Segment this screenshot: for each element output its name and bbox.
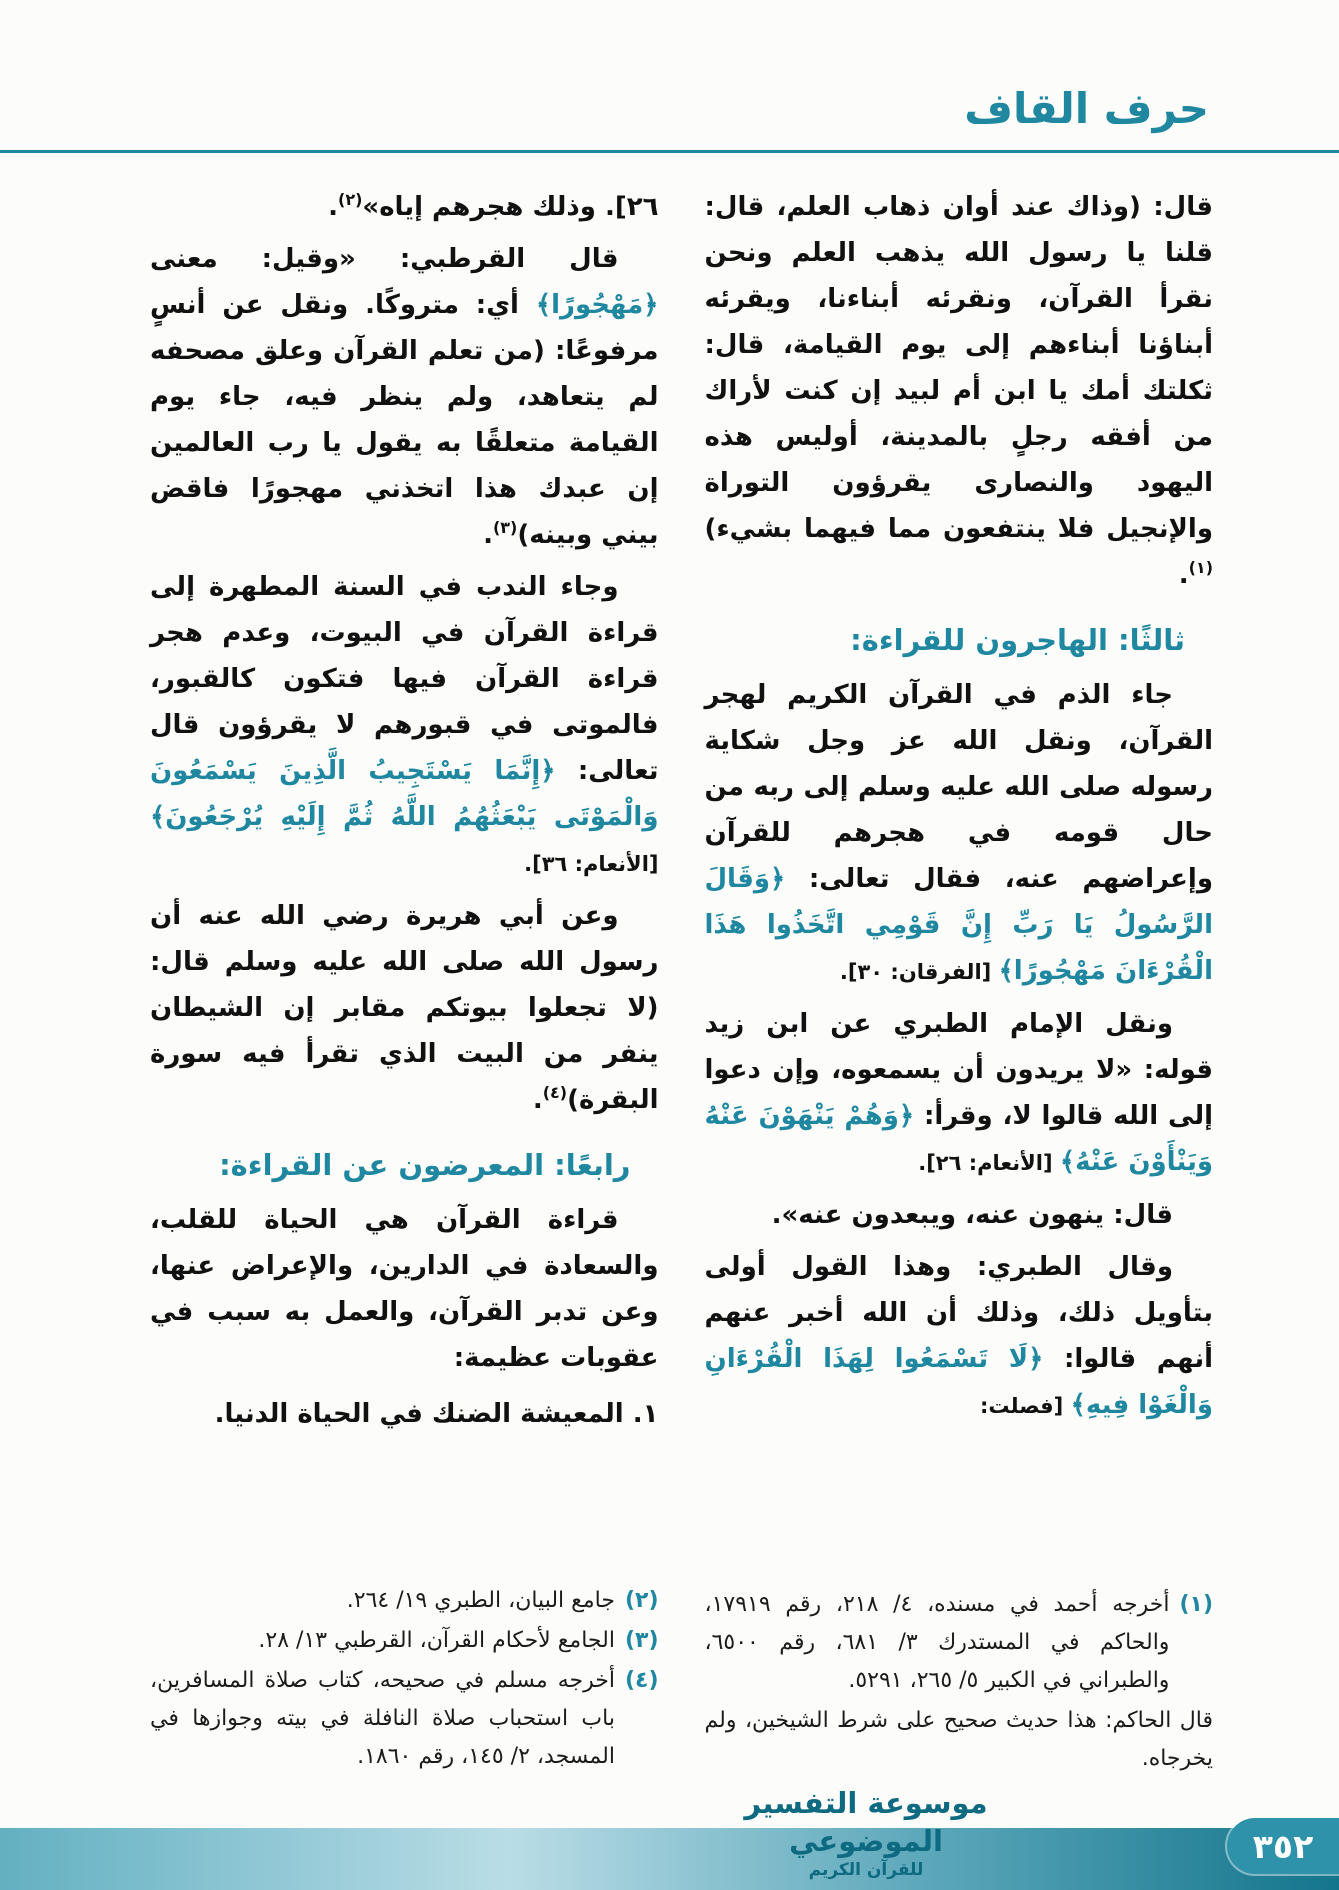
footnote-ref: (٤) [542, 1083, 568, 1102]
footer-band [0, 1828, 1339, 1890]
numbered-item: ١. المعيشة الضنك في الحياة الدنيا. [214, 1399, 659, 1429]
footnote-text: أخرجه أحمد في مسنده، ٤/ ٢١٨، رقم ١٧٩١٩، والحاكم في المستدرك ٣/ ٦٨١، رقم ٦٥٠٠، والطبراني في الكبير ٥/ ٢٦٥، ٥٢٩١. [704, 1592, 1170, 1693]
footnote-text: أخرجه مسلم في صحيحه، كتاب صلاة المسافرين، باب استحباب صلاة النافلة في بيته وجوازها في المسجد، ٢/ ١٤٥، رقم ١٨٦٠. [150, 1668, 615, 1769]
right-column [705, 184, 1214, 1778]
page-number-badge: ٣٥٢ [1227, 1818, 1339, 1874]
footnote [150, 1582, 659, 1620]
footnote-text: جامع البيان، الطبري ١٩/ ٢٦٤. [346, 1588, 615, 1613]
section-heading: ثالثًا: الهاجرون للقراءة: [850, 623, 1185, 657]
footnote-text: الجامع لأحكام القرآن، القرطبي ١٣/ ٢٨. [258, 1628, 615, 1653]
text-run: قال القرطبي: «وقيل: معنى [150, 244, 619, 274]
paragraph [705, 1244, 1214, 1429]
footnote [150, 1662, 659, 1776]
quran-verse: ﴿إِنَّمَا يَسْتَجِيبُ الَّذِينَ يَسْمَعُونَ وَالْمَوْتَى يَبْعَثُهُمُ اللَّهُ ثُمَّ إِلَيْهِ يُرْجَعُونَ﴾ [150, 756, 659, 832]
surah-reference: [فصلت: [980, 1394, 1071, 1418]
surah-reference: [الفرقان: ٣٠]. [839, 960, 999, 984]
text-run: وجاء الندب في السنة المطهرة إلى قراءة القرآن في البيوت، وعدم هجر قراءة القرآن فيها فتكون كالقبور، فالموتى في قبورهم لا يقرؤون قال تعالى: [150, 572, 659, 786]
footnote-marker: (٣) [624, 1628, 659, 1653]
paragraph [705, 672, 1214, 995]
footnote-marker: (٢) [624, 1588, 659, 1613]
left-column [150, 184, 659, 1778]
paragraph [150, 893, 659, 1123]
surah-reference: [الأنعام: ٣٦]. [524, 852, 659, 876]
quran-verse: ﴿مَهْجُورًا﴾ [535, 290, 659, 320]
surah-reference: [الأنعام: ٢٦]. [918, 1151, 1060, 1175]
footnote-ref: (٣) [492, 518, 518, 537]
header-rule [0, 150, 1339, 153]
quran-verse: ﴿لَا تَسْمَعُوا لِهَذَا الْقُرْءَانِ وَالْغَوْا فِيهِ﴾ [704, 1344, 1213, 1420]
publisher-logo-subtitle: للقرآن الكريم [808, 1860, 924, 1880]
paragraph [705, 1001, 1214, 1186]
paragraph [150, 184, 659, 230]
text-run: . [532, 1085, 543, 1115]
text-run: أي: متروكًا. ونقل عن أنسٍ مرفوعًا: (من تعلم القرآن وعلق مصحفه لم يتعاهد، ولم ينظر فيه، جاء يوم القيامة متعلقًا به يقول يا رب العالمين إن عبدك هذا اتخذني مهجورًا فاقض بيني وبينه) [150, 290, 659, 550]
footnotes-left [150, 1582, 659, 1778]
text-run: وقال الطبري: وهذا القول أولى بتأويل ذلك، وذلك أن الله أخبر عنهم أنهم قالوا: [704, 1252, 1213, 1374]
footnote-ref: (١) [1188, 558, 1213, 577]
footnote-continuation: قال الحاكم: هذا حديث صحيح على شرط الشيخين، ولم يخرجاه. [704, 1708, 1213, 1771]
quran-verse: ﴿وَقَالَ الرَّسُولُ يَا رَبِّ إِنَّ قَوْمِي اتَّخَذُوا هَذَا الْقُرْءَانَ مَهْجُورًا﴾ [704, 864, 1213, 986]
text-run: وعن أبي هريرة رضي الله عنه أن رسول الله صلى الله عليه وسلم قال: (لا تجعلوا بيوتكم مقابر إن الشيطان ينفر من البيت الذي تقرأ فيه سورة البقرة) [150, 901, 659, 1115]
paragraph [150, 564, 659, 887]
quran-verse: ﴿وَهُمْ يَنْهَوْنَ عَنْهُ وَيَنْأَوْنَ عَنْهُ﴾ [704, 1101, 1213, 1177]
page-content [150, 184, 1213, 1778]
paragraph: قال: ينهون عنه، ويبعدون عنه». [771, 1200, 1173, 1230]
section-heading: رابعًا: المعرضون عن القراءة: [219, 1148, 631, 1182]
text-run: . [1178, 560, 1189, 590]
publisher-logo [743, 1784, 989, 1880]
paragraph: قراءة القرآن هي الحياة للقلب، والسعادة في الدارين، والإعراض عنها، وعن تدبر القرآن، والعمل به سبب في عقوبات عظيمة: [150, 1205, 659, 1373]
footnotes-right [705, 1586, 1214, 1778]
footnote-marker: (١) [1179, 1592, 1213, 1617]
publisher-logo-title: موسوعة التفسير الموضوعي [744, 1786, 988, 1858]
text-run: ٢٦]. وذلك هجرهم إياه» [362, 192, 659, 222]
paragraph [705, 184, 1214, 598]
footnote-marker: (٤) [624, 1668, 659, 1693]
footnote [150, 1622, 659, 1660]
text-run: ونقل الإمام الطبري عن ابن زيد قوله: «لا يريدون أن يسمعوه، وإن دعوا إلى الله قالوا لا، وقرأ: [704, 1009, 1214, 1131]
text-run: . [328, 192, 339, 222]
chapter-header: حرف القاف [964, 84, 1209, 133]
text-run: . [483, 520, 493, 550]
footnote [705, 1586, 1214, 1700]
footnote-ref: (٢) [338, 190, 363, 209]
text-run: جاء الذم في القرآن الكريم لهجر القرآن، ونقل الله عز وجل شكاية رسوله صلى الله عليه وسلم إلى ربه من حال قومه في هجرهم للقرآن وإعراضهم عنه، فقال تعالى: [704, 680, 1213, 894]
paragraph [150, 236, 659, 558]
text-run: قال: (وذاك عند أوان ذهاب العلم، قال: قلنا يا رسول الله يذهب العلم ونحن نقرأ القرآن، ونقرئه أبناءنا، ويقرئه أبناؤنا أبناءهم إلى يوم القيامة، قال: ثكلتك أمك يا ابن أم لبيد إن كنت لأراك من أفقه رجلٍ بالمدينة، أوليس هذه اليهود والنصارى يقرؤون التوراة والإنجيل فلا ينتفعون مما فيهما بشيء) [704, 192, 1213, 544]
